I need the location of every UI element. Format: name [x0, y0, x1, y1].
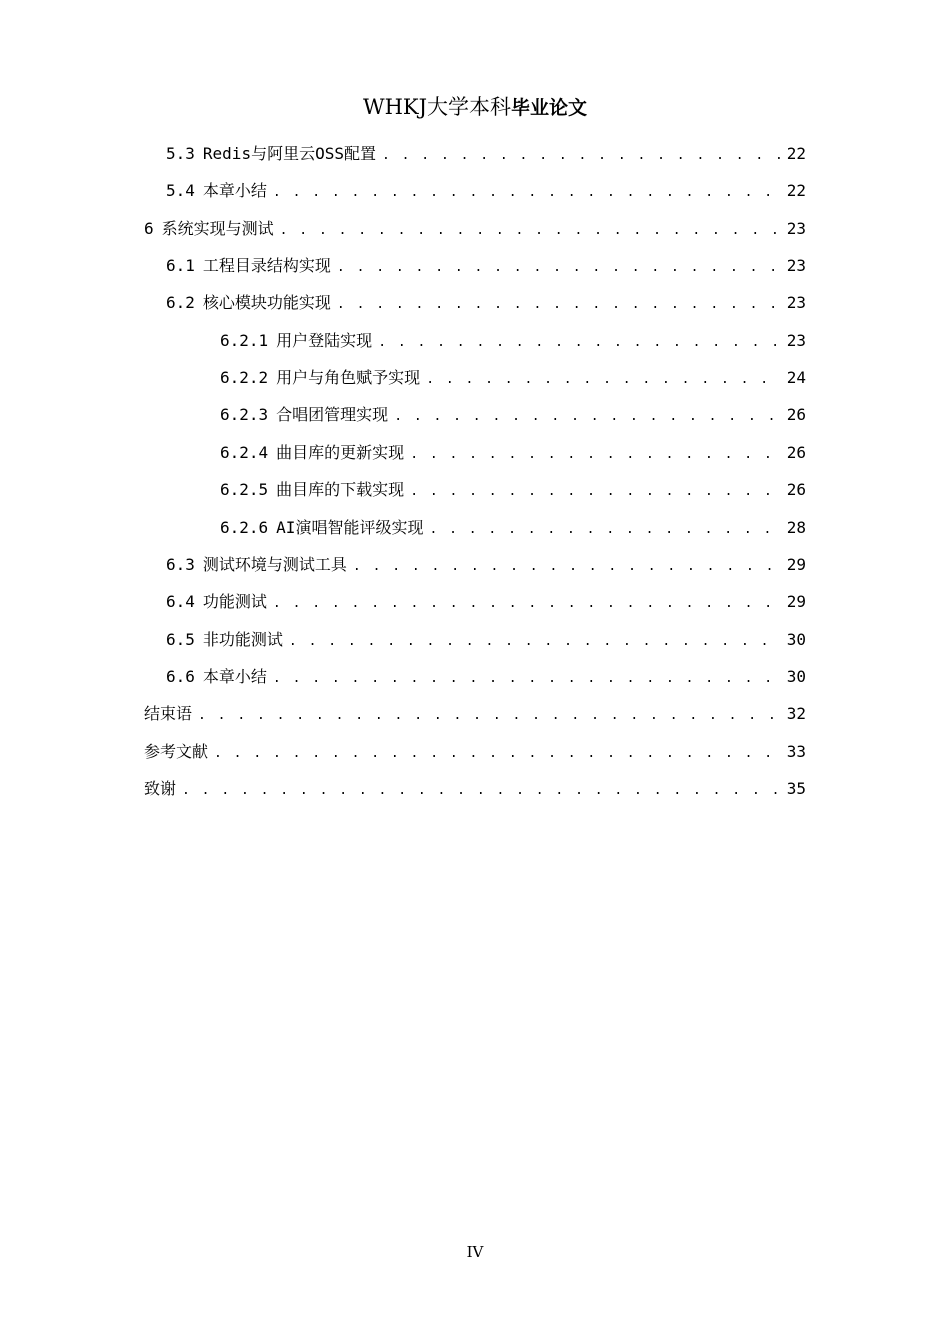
toc-entry-title: 非功能测试 [202, 630, 283, 649]
header-title-part1: WHKJ大学本科 [362, 95, 511, 119]
toc-entry[interactable] [166, 254, 806, 278]
toc-leader-dots [429, 518, 780, 542]
toc-entry-title: 用户与角色赋予实现 [276, 368, 421, 387]
toc-leader-dots [337, 256, 780, 280]
toc-entry-title: 本章小结 [202, 667, 267, 686]
toc-entry[interactable] [220, 478, 806, 502]
toc-entry[interactable] [166, 553, 806, 577]
toc-entry-page: 30 [786, 630, 806, 649]
toc-entry[interactable] [166, 142, 806, 166]
toc-entry-title: 工程目录结构实现 [202, 256, 331, 275]
toc-entry-number: 6.2.3 [220, 405, 269, 424]
toc-entry-page: 22 [786, 181, 806, 200]
toc-entry-title: 用户登陆实现 [276, 331, 373, 350]
toc-leader-dots [394, 405, 780, 429]
toc-leader-dots [273, 667, 780, 691]
toc-entry[interactable] [166, 291, 806, 315]
toc-entry-page: 26 [786, 405, 806, 424]
toc-entry-title: 曲目库的下载实现 [276, 480, 405, 499]
toc-entry-title: 曲目库的更新实现 [276, 443, 405, 462]
toc-entry-title: 致谢 [144, 779, 177, 798]
toc-leader-dots [410, 480, 780, 504]
toc-entry-number: 6.2.6 [220, 518, 269, 537]
toc-entry[interactable] [144, 702, 806, 726]
toc-entry-page: 23 [786, 331, 806, 350]
toc-entry-number: 6.6 [166, 667, 195, 686]
toc-entry-title: 核心模块功能实现 [202, 293, 331, 312]
toc-entry[interactable] [220, 329, 806, 353]
toc-leader-dots [289, 630, 780, 654]
toc-entry-number: 6.2.5 [220, 480, 269, 499]
toc-entry-page: 33 [786, 742, 806, 761]
toc-leader-dots [378, 331, 780, 355]
toc-leader-dots [382, 144, 780, 168]
toc-entry-number: 6.2.2 [220, 368, 269, 387]
toc-entry-page: 29 [786, 592, 806, 611]
toc-leader-dots [280, 219, 780, 243]
toc-entry-title: 本章小结 [202, 181, 267, 200]
toc-entry-number: 5.4 [166, 181, 195, 200]
toc-entry-page: 24 [786, 368, 806, 387]
page-header [0, 94, 950, 121]
toc-leader-dots [426, 368, 780, 392]
toc-entry-page: 35 [786, 779, 806, 798]
toc-entry-title: 测试环境与测试工具 [202, 555, 347, 574]
toc-entry-page: 23 [786, 293, 806, 312]
toc-leader-dots [337, 293, 780, 317]
toc-entry-number: 6.4 [166, 592, 195, 611]
toc-leader-dots [353, 555, 780, 579]
toc-entry-page: 30 [786, 667, 806, 686]
toc-entry-page: 28 [786, 518, 806, 537]
toc-entry[interactable] [166, 179, 806, 203]
toc-leader-dots [273, 181, 780, 205]
toc-entry[interactable] [144, 217, 806, 241]
toc-entry-page: 29 [786, 555, 806, 574]
toc-entry[interactable] [220, 516, 806, 540]
toc-entry-title: AI演唱智能评级实现 [276, 518, 424, 537]
toc-entry-number: 5.3 [166, 144, 195, 163]
toc-entry-number: 6.2 [166, 293, 195, 312]
toc-leader-dots [198, 704, 780, 728]
toc-entry-title: 参考文献 [144, 742, 209, 761]
page-number: IV [466, 1243, 484, 1261]
toc-entry[interactable] [220, 366, 806, 390]
toc-leader-dots [410, 443, 780, 467]
toc-entry-title: 功能测试 [202, 592, 267, 611]
toc-entry-number: 6.2.1 [220, 331, 269, 350]
toc-entry-title: 系统实现与测试 [161, 219, 274, 238]
toc-entry-number: 6.3 [166, 555, 195, 574]
toc-entry[interactable] [166, 665, 806, 689]
toc-entry[interactable] [220, 441, 806, 465]
toc-leader-dots [214, 742, 780, 766]
toc-entry-title: Redis与阿里云OSS配置 [202, 144, 376, 163]
toc-entry-title: 结束语 [144, 704, 193, 723]
toc-entry-number: 6.5 [166, 630, 195, 649]
toc-entry-number: 6.1 [166, 256, 195, 275]
toc-leader-dots [182, 779, 780, 803]
toc-entry[interactable] [220, 403, 806, 427]
toc-entry[interactable] [166, 590, 806, 614]
toc-entry[interactable] [166, 628, 806, 652]
toc-entry[interactable] [144, 777, 806, 801]
header-title-part2: 毕业论文 [511, 97, 588, 119]
toc-entry-page: 23 [786, 256, 806, 275]
toc-entry-page: 23 [786, 219, 806, 238]
toc-entry-number: 6 [144, 219, 154, 238]
toc-entry-page: 26 [786, 443, 806, 462]
toc-entry-page: 22 [786, 144, 806, 163]
toc-entry-number: 6.2.4 [220, 443, 269, 462]
toc-entry-page: 26 [786, 480, 806, 499]
toc-entry[interactable] [144, 740, 806, 764]
toc-entry-title: 合唱团管理实现 [276, 405, 389, 424]
toc-leader-dots [273, 592, 780, 616]
toc-entry-page: 32 [786, 704, 806, 723]
